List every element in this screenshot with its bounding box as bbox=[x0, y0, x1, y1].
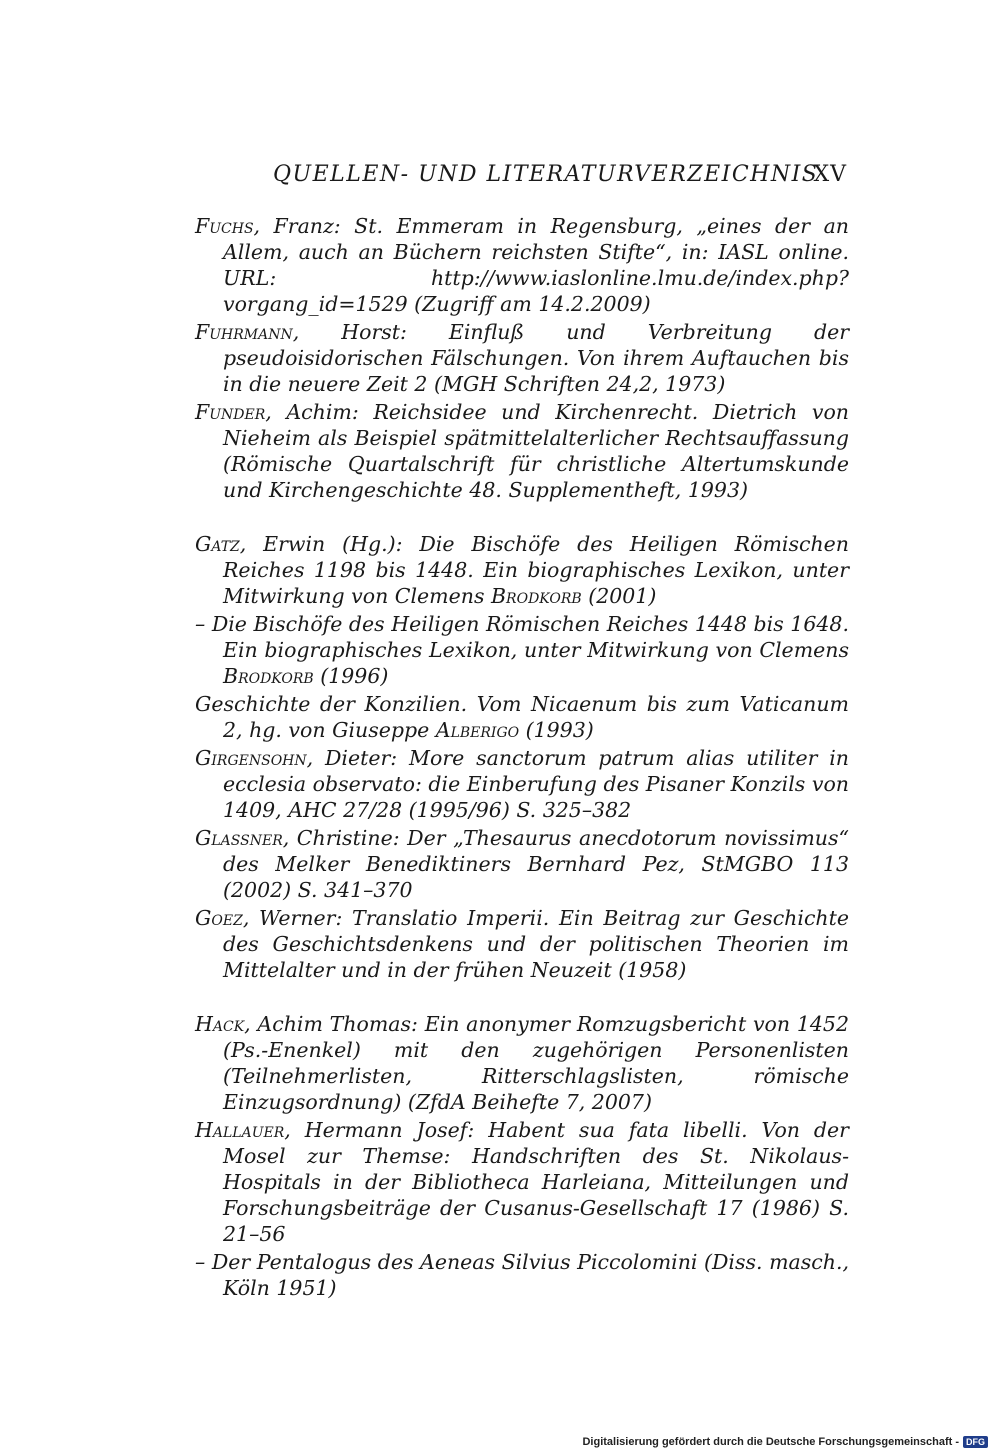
entry-text: , Achim: Reichsidee und Kirchenrecht. Dietrich von Nieheim als Beispiel spätmittelalterlicher Rechtsauffassung (Römische Quartalschrift für christliche Altertumskunde und Kirchengeschichte 48. Supplementheft, 1993) bbox=[223, 400, 849, 502]
entry-dash: – bbox=[195, 1250, 212, 1274]
entry-text: , Franz: St. Emmeram in Regensburg, „eines der an Allem, auch an Büchern reichsten Stifte“, in: IASL online. URL: http://www.iaslonline.lmu.de/index.php?vorgang_id=1529 (Zugriff am 14.2.2009) bbox=[223, 214, 849, 316]
entry-author: Glassner bbox=[195, 826, 283, 850]
entry-text: , Werner: Translatio Imperii. Ein Beitrag zur Geschichte des Geschichtsdenkens und der politischen Theorien im Mittelalter und in der frühen Neuzeit (1958) bbox=[223, 906, 849, 982]
entry-author: Girgensohn bbox=[195, 746, 307, 770]
entry-contributor: Brodkorb bbox=[223, 664, 314, 688]
bibliography-entry bbox=[195, 1117, 849, 1247]
entry-text: , Achim Thomas: Ein anonymer Romzugsbericht von 1452 (Ps.-Enenkel) mit den zugehörigen Personenlisten (Teilnehmerlisten, Ritterschlagslisten, römische Einzugsordnung) (ZfdA Beihefte 7, 2007) bbox=[223, 1012, 849, 1114]
entry-text: Die Bischöfe des Heiligen Römischen Reiches 1448 bis 1648. Ein biographisches Lexikon, unter Mitwirkung von Clemens bbox=[211, 612, 849, 662]
entry-contributor: Brodkorb bbox=[490, 584, 582, 608]
entry-text: Geschichte der Konzilien. Vom Nicaenum bis zum Vaticanum 2, hg. von Giuseppe bbox=[195, 692, 849, 742]
credit-text: Digitalisierung gefördert durch die Deutsche Forschungsgemeinschaft - bbox=[582, 1436, 959, 1448]
header-title: QUELLEN- UND LITERATURVERZEICHNIS bbox=[273, 162, 819, 187]
entry-text: , Dieter: More sanctorum patrum alias utiliter in ecclesia observato: die Einberufung des Pisaner Konzils von 1409, AHC 27/28 (1995/96) S. 325–382 bbox=[223, 746, 849, 822]
entry-editor: Alberigo bbox=[435, 718, 520, 742]
bibliography-entry bbox=[195, 213, 849, 317]
bibliography-entry bbox=[195, 1011, 849, 1115]
entry-author: Funder bbox=[195, 400, 266, 424]
entry-text: Der Pentalogus des Aeneas Silvius Piccolomini (Diss. masch., Köln 1951) bbox=[211, 1250, 849, 1300]
bibliography-entry bbox=[195, 399, 849, 503]
entry-author: Gatz bbox=[195, 532, 240, 556]
bibliography-entry bbox=[195, 745, 849, 823]
bibliography-entry bbox=[195, 1249, 849, 1301]
bibliography-entry bbox=[195, 611, 849, 689]
entry-text-tail: (2001) bbox=[581, 584, 657, 608]
entry-text: , Hermann Josef: Habent sua fata libelli. Von der Mosel zur Themse: Handschriften des St. Nikolaus-Hospitals in der Bibliotheca Harleiana, Mitteilungen und Forschungsbeiträge der Cusanus-Gesellschaft 17 (1986) S. 21–56 bbox=[223, 1118, 849, 1246]
bibliography-entry bbox=[195, 691, 849, 743]
digitization-credit bbox=[582, 1436, 988, 1448]
bibliography-list bbox=[195, 213, 849, 1303]
bibliography-entry bbox=[195, 531, 849, 609]
bibliography-entry bbox=[195, 319, 849, 397]
entry-author: Fuhrmann bbox=[195, 320, 293, 344]
entry-text: , Horst: Einfluß und Verbreitung der pseudoisidorischen Fälschungen. Von ihrem Auftauchen bis in die neuere Zeit 2 (MGH Schriften 24,2, 1973) bbox=[223, 320, 849, 396]
entry-author: Goez bbox=[195, 906, 243, 930]
bibliography-entry bbox=[195, 825, 849, 903]
entry-dash: – bbox=[195, 612, 212, 636]
entry-text-tail: (1993) bbox=[519, 718, 594, 742]
running-header bbox=[195, 162, 847, 194]
entry-text: , Erwin (Hg.): Die Bischöfe des Heiligen Römischen Reiches 1198 bis 1448. Ein biographisches Lexikon, unter Mitwirkung von Clemens bbox=[223, 532, 849, 608]
entry-author: Fuchs bbox=[195, 214, 254, 238]
entry-author: Hallauer bbox=[195, 1118, 285, 1142]
entry-author: Hack bbox=[195, 1012, 245, 1036]
entry-text: , Christine: Der „Thesaurus anecdotorum novissimus“ des Melker Benediktiners Bernhard Pez, StMGBO 113 (2002) S. 341–370 bbox=[223, 826, 849, 902]
dfg-logo-icon: DFG bbox=[963, 1436, 988, 1448]
page-number: XV bbox=[813, 162, 847, 187]
entry-text-tail: (1996) bbox=[313, 664, 389, 688]
bibliography-entry bbox=[195, 905, 849, 983]
